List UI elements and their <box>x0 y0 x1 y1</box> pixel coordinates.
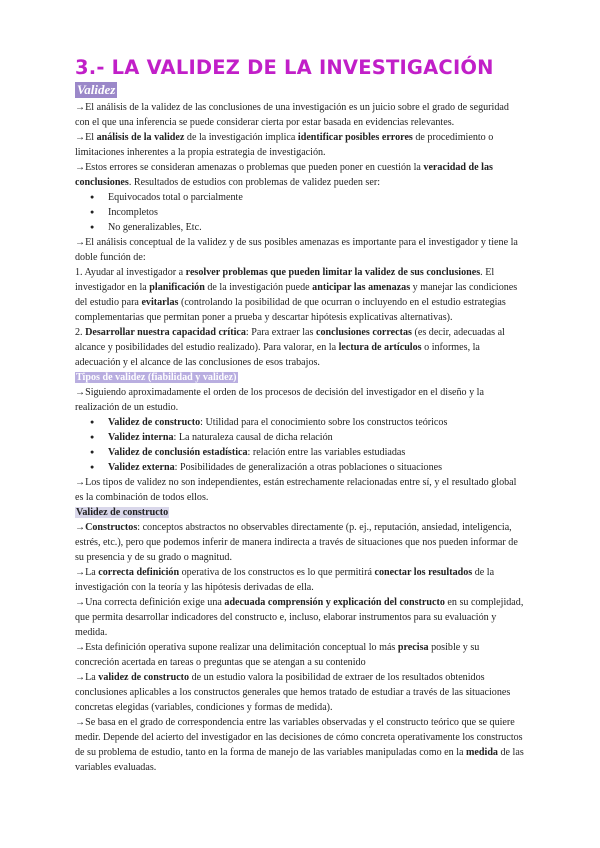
page-title: 3.- LA VALIDEZ DE LA INVESTIGACIÓN <box>75 56 494 79</box>
list-item: ● Validez de conclusión estadística: relación entre las variables estudiadas <box>75 445 525 460</box>
list-item: ● Equivocados total o parcialmente <box>75 190 525 205</box>
paragraph-threats: →Estos errores se consideran amenazas o problemas que pueden poner en cuestión la veracidad de las conclusiones. Resultados de estudios con problemas de validez pueden ser: <box>75 162 493 188</box>
results-list <box>75 190 525 235</box>
section-heading-constructo: Validez de constructo <box>76 507 169 518</box>
list-item: ● Validez externa: Posibilidades de generalización a otras poblaciones o situaciones <box>75 460 525 475</box>
paragraph-analysis: →El análisis de la validez de la investigación implica identificar posibles errores de procedimiento o limitaciones inherentes a la propia estrategia de investigación. <box>75 132 494 158</box>
document-body <box>75 100 525 775</box>
section-heading-tipos: Tipos de validez (fiabilidad y validez) <box>76 372 237 383</box>
paragraph-function-1: 1. Ayudar al investigador a resolver problemas que pueden limitar la validez de sus conclusiones. El investigador en la planificación de la investigación puede anticipar las amenazas y manejar las condiciones del estudio para evitarlas (controlando la posibilidad de que ocurran o incluyendo en el estudio estrategias complementarias que permitan poner a prueba y descartar hipótesis explicativas alternativas). <box>75 267 518 323</box>
list-item: ● Validez interna: La naturaleza causal de dicha relación <box>75 430 525 445</box>
section-heading-validez: Validez <box>77 82 116 97</box>
paragraph-order: →Siguiendo aproximadamente el orden de los procesos de decisión del investigador en el diseño y la realización de un estudio. <box>75 387 484 413</box>
paragraph-conceptual: →El análisis conceptual de la validez y de sus posibles amenazas es importante para el investigador y tiene la doble función de: <box>75 237 518 263</box>
paragraph-definition-operativa: →La correcta definición operativa de los constructos es lo que permitirá conectar los resultados de la investigación con la teoría y las hipótesis derivadas de ella. <box>75 567 495 593</box>
validity-types-list <box>75 415 525 475</box>
paragraph-comprension: →Una correcta definición exige una adecuada comprensión y explicación del constructo en su complejidad, que permita desarrollar indicadores del constructo e, incluso, elaborar instrumentos para su evaluación y medida. <box>75 597 524 638</box>
list-item: ● Incompletos <box>75 205 525 220</box>
paragraph-constructs: →Constructos: conceptos abstractos no observables directamente (p. ej., reputación, ansiedad, inteligencia, estrés, etc.), pero que podemos inferir de manera indirecta a través de situaciones que nos pueden informar de su presencia y de su grado o magnitud. <box>75 522 518 563</box>
paragraph-delimitacion: →Esta definición operativa supone realizar una delimitación conceptual lo más precisa posible y su concreción acertada en tareas o preguntas que se atengan a su contenido <box>75 642 480 668</box>
paragraph-correspondencia: →Se basa en el grado de correspondencia entre las variables observadas y el constructo teórico que se quiere medir. Depende del acierto del investigador en las decisiones de cómo concreta operativamente los constructos de su problema de estudio, tanto en la forma de manejo de las variables manipuladas como en la medida de las variables evaluadas. <box>75 717 524 773</box>
paragraph-validez-constructo: →La validez de constructo de un estudio valora la posibilidad de extraer de los resultados obtenidos conclusiones aplicables a los constructos generales que hemos tratado de estudiar a través de las situaciones concretas elegidas (variables, condiciones y formas de medida). <box>75 672 511 713</box>
paragraph-function-2: 2. Desarrollar nuestra capacidad crítica: Para extraer las conclusiones correctas (es decir, adecuadas al alcance y posibilidades del estudio realizado). Para valorar, en la lectura de artículos o informes, la adecuación y el alcance de las conclusiones de esos trabajos. <box>75 327 505 368</box>
list-item: ● No generalizables, Etc. <box>75 220 525 235</box>
paragraph-independence: →Los tipos de validez no son independientes, están estrechamente relacionadas entre sí, y el resultado global es la combinación de todos ellos. <box>75 477 517 503</box>
paragraph-definition: →El análisis de la validez de las conclusiones de una investigación es un juicio sobre el grado de seguridad con el que una inferencia se puede considerar cierta por estar basada en evidencias relevantes. <box>75 102 509 128</box>
list-item: ● Validez de constructo: Utilidad para el conocimiento sobre los constructos teóricos <box>75 415 525 430</box>
